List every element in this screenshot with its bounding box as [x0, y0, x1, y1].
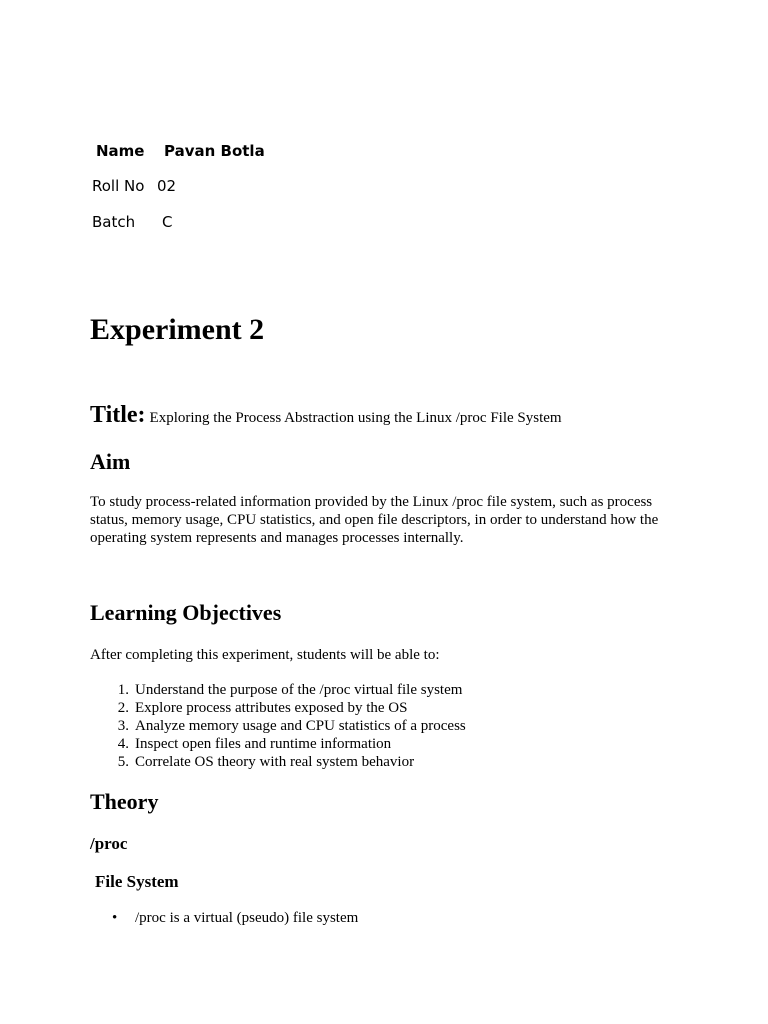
- list-item: [112, 909, 359, 927]
- list-item-number: 3.: [117, 718, 129, 734]
- theory-bullet-list: [112, 909, 359, 927]
- title-line: [90, 402, 562, 429]
- roll-label: Roll No: [92, 177, 145, 195]
- list-item: [117, 753, 466, 771]
- list-item-text: Inspect open files and runtime information: [135, 736, 392, 752]
- name-label: Name: [96, 142, 145, 160]
- list-item-text: Analyze memory usage and CPU statistics of a process: [135, 718, 466, 734]
- title-text: Exploring the Process Abstraction using the Linux /proc File System: [149, 410, 562, 426]
- list-item-text: Explore process attributes exposed by the OS: [135, 700, 408, 716]
- learning-objectives-intro: After completing this experiment, students will be able to:: [90, 647, 440, 663]
- experiment-heading: Experiment 2: [90, 313, 265, 346]
- list-item: [117, 699, 466, 717]
- aim-heading: Aim: [90, 449, 131, 474]
- list-item: [117, 735, 466, 753]
- title-label: Title:: [90, 402, 146, 428]
- list-item: [117, 717, 466, 735]
- theory-subheading-proc: /proc: [90, 834, 128, 853]
- theory-subheading-file-system: File System: [95, 872, 179, 891]
- batch-label: Batch: [92, 213, 136, 231]
- roll-value: 02: [157, 177, 177, 195]
- list-item-number: 4.: [117, 736, 129, 752]
- aim-paragraph: To study process-related information provided by the Linux /proc file system, such as process status, memory usage, CPU statistics, and open file descriptors, in order to understand how the operating system represents and manages processes internally.: [90, 494, 659, 546]
- list-item-number: 5.: [117, 754, 129, 770]
- objectives-list: [117, 681, 466, 771]
- list-item-number: 1.: [117, 682, 129, 698]
- list-item-text: Correlate OS theory with real system behavior: [135, 754, 415, 770]
- list-item-text: /proc is a virtual (pseudo) file system: [135, 910, 359, 926]
- list-item-number: 2.: [117, 700, 129, 716]
- batch-value: C: [162, 213, 173, 231]
- learning-objectives-heading: Learning Objectives: [90, 600, 282, 625]
- name-value: Pavan Botla: [164, 142, 265, 160]
- list-item: [117, 681, 466, 699]
- list-item-text: Understand the purpose of the /proc virtual file system: [135, 682, 463, 698]
- theory-heading: Theory: [90, 789, 159, 814]
- bullet-icon: •: [112, 910, 118, 926]
